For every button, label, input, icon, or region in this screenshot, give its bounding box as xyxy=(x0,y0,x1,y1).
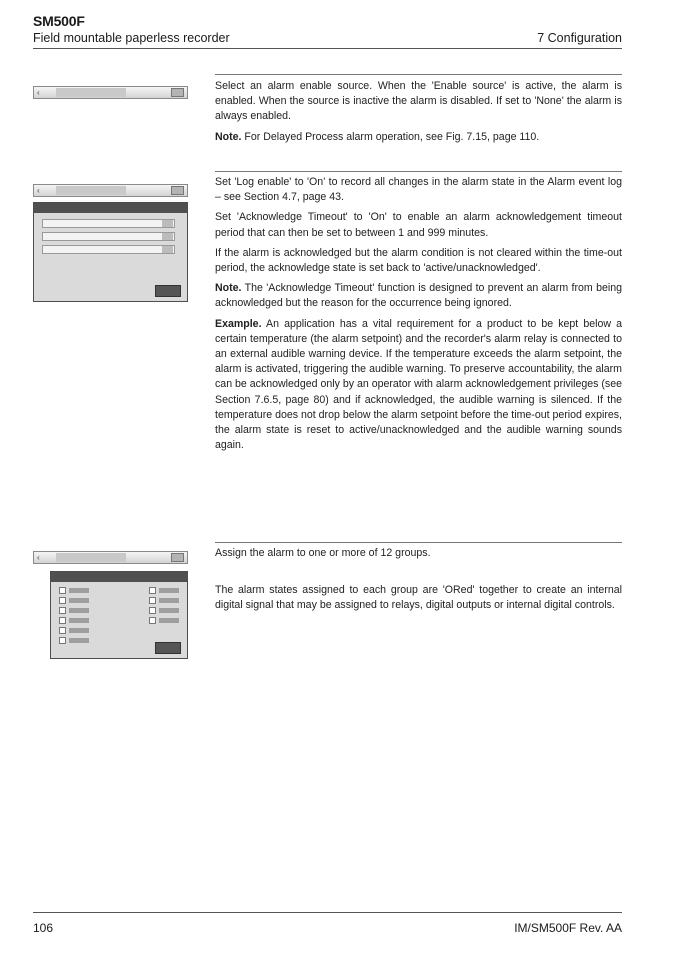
field-button-icon xyxy=(171,186,184,195)
header-divider xyxy=(33,48,622,49)
field-label-placeholder xyxy=(56,186,126,195)
example-paragraph xyxy=(215,317,622,454)
checkbox-icon xyxy=(149,587,156,594)
acknowledge-timeout-note xyxy=(215,281,622,311)
note-label: Note. xyxy=(215,130,242,143)
section-3-text xyxy=(215,546,622,619)
acknowledge-state-paragraph: If the alarm is acknowledged but the alarm condition is not cleared within the time-out period, the acknowledge state is set back to 'active/unacknowledged'. xyxy=(215,246,622,275)
checkbox-icon xyxy=(59,617,66,624)
dialog-ok-button xyxy=(155,285,181,297)
checkbox-icon xyxy=(59,597,66,604)
dialog-title-bar xyxy=(51,572,187,582)
document-reference: IM/SM500F Rev. AA xyxy=(514,921,622,935)
checkbox-icon xyxy=(149,607,156,614)
checkbox-icon xyxy=(149,597,156,604)
acknowledge-settings-screen-thumbnail xyxy=(33,202,188,302)
product-name: SM500F xyxy=(33,13,85,29)
example-text: An application has a vital requirement for a product to be kept below a certain temperature (the alarm setpoint) and the recorder's alarm relay is connected to an external audible warning device. If the temperature exceeds the alarm setpoint, the alarm is activated, triggering the audible warning. To preserve accountability, the alarm can be acknowledged only by an operator with alarm acknowledgement privileges (see Section 7.6.5, page 80) and if acknowledged, the audible warning is silenced. If the temperature does not drop below the alarm setpoint before the time-out period expires, the alarm state is reset to active/unacknowledged and the audible warning sounds again. xyxy=(215,317,622,452)
enable-source-note xyxy=(215,130,622,145)
dialog-row xyxy=(42,219,175,228)
ored-paragraph: The alarm states assigned to each group are 'ORed' together to create an internal digital signal that may be assigned to relays, digital outputs or internal digital controls. xyxy=(215,584,622,612)
chapter-title: 7 Configuration xyxy=(537,31,622,45)
acknowledge-timeout-paragraph: Set 'Acknowledge Timeout' to 'On' to enable an alarm acknowledgement timeout period that can then be set to between 1 and 999 minutes. xyxy=(215,211,622,239)
log-enable-screen-field xyxy=(33,184,188,197)
checkbox-icon xyxy=(59,607,66,614)
enable-source-paragraph: Select an alarm enable source. When the 'Enable source' is active, the alarm is enabled. When the source is inactive the alarm is disabled. If set to 'None' the alarm is always enabled. xyxy=(215,80,622,123)
chevron-left-icon: ‹ xyxy=(37,186,40,195)
alarm-groups-screen-thumbnail xyxy=(50,571,188,659)
dialog-title-bar xyxy=(34,203,187,213)
checkbox-icon xyxy=(59,637,66,644)
checkbox-icon xyxy=(59,587,66,594)
groups-paragraph: Assign the alarm to one or more of 12 groups. xyxy=(215,547,431,559)
section-divider-3 xyxy=(215,542,622,543)
section-1-text xyxy=(215,79,622,150)
dialog-ok-button xyxy=(155,642,181,654)
footer-divider xyxy=(33,912,622,913)
enable-source-screen-thumbnail xyxy=(33,86,188,99)
groups-screen-field xyxy=(33,551,188,564)
checkbox-icon xyxy=(149,617,156,624)
note-label: Note. xyxy=(215,282,242,295)
log-enable-paragraph: Set 'Log enable' to 'On' to record all changes in the alarm state in the Alarm event log – see Section 4.7, page 43. xyxy=(215,176,622,204)
section-divider-2 xyxy=(215,171,622,172)
section-2-text xyxy=(215,175,622,458)
field-label-placeholder xyxy=(56,553,126,562)
section-divider-1 xyxy=(215,74,622,75)
dialog-row xyxy=(42,232,175,241)
field-button-icon xyxy=(171,553,184,562)
note-text: For Delayed Process alarm operation, see Fig. 7.15, page 110. xyxy=(241,130,540,143)
checkbox-icon xyxy=(59,627,66,634)
dialog-row xyxy=(42,245,175,254)
document-subtitle: Field mountable paperless recorder xyxy=(33,31,230,45)
field-label-placeholder xyxy=(56,88,126,97)
chevron-left-icon: ‹ xyxy=(37,88,40,97)
example-label: Example. xyxy=(215,317,262,330)
page-number: 106 xyxy=(33,921,54,935)
chevron-left-icon: ‹ xyxy=(37,553,40,562)
field-button-icon xyxy=(171,88,184,97)
note-text: The 'Acknowledge Timeout' function is designed to prevent an alarm from being acknowledged but the reason for the occurrence being ignored. xyxy=(215,282,622,310)
